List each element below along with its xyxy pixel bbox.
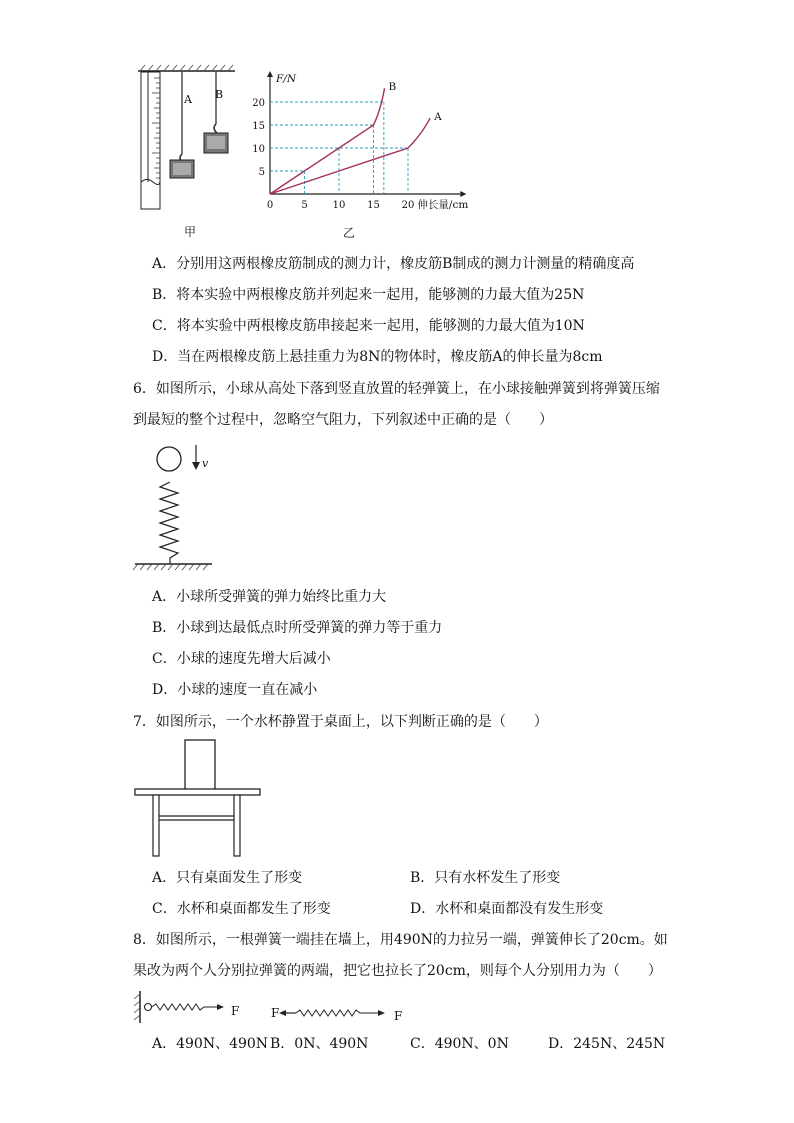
y-tick-label: 10 [252, 144, 265, 155]
q6-option-b: B．小球到达最低点时所受弹簧的弹力等于重力 [152, 620, 443, 636]
spring-icon [296, 1010, 378, 1016]
q5-jia-label-B: B [215, 88, 224, 101]
series-label-A: A [434, 111, 442, 124]
q6-stem-line1: 6．如图所示，小球从高处下落到竖直放置的轻弹簧上，在小球接触弹簧到将弹簧压缩 [133, 381, 660, 397]
q7-option-c: C．水杯和桌面都发生了形变 [152, 901, 331, 917]
velocity-arrow-icon [192, 462, 200, 470]
q5-fig-jia-caption: 甲 [184, 225, 197, 239]
q8-option-b: B．0N、490N [270, 1036, 369, 1052]
q7-option-a: A．只有桌面发生了形变 [152, 870, 303, 886]
q8-option-a: A．490N、490N [152, 1036, 269, 1052]
q6-option-c: C．小球的速度先增大后减小 [152, 651, 331, 667]
q5-option-a: A．分别用这两根橡皮筋制成的测力计，橡皮筋B制成的测力计测量的精确度高 [152, 256, 635, 272]
table-top-icon [135, 789, 260, 795]
q8-f-label-right-fig-right: F [394, 1009, 403, 1023]
y-tick-label: 15 [252, 121, 265, 132]
x-axis-label: 伸长量/cm [417, 199, 469, 211]
arrow-right-icon [378, 1010, 385, 1016]
y-axis-label: F/N [276, 73, 297, 85]
q7-stem: 7．如图所示，一个水杯静置于桌面上，以下判断正确的是（ ） [133, 714, 548, 730]
ball-icon [157, 447, 181, 471]
q5-fig-yi-caption: 乙 [343, 226, 356, 240]
q7-option-b: B．只有水杯发生了形变 [410, 870, 561, 886]
x-axis-arrow [460, 191, 466, 197]
y-axis-arrow [267, 71, 273, 77]
q8-stem-line1: 8．如图所示，一根弹簧一端挂在墙上，用490N的力拉另一端，弹簧伸长了20cm。如 [133, 932, 668, 948]
q8-f-label-right-fig-left: F [271, 1006, 280, 1020]
q6-figure [130, 440, 230, 575]
q5-option-c: C．将本实验中两根橡皮筋串接起来一起用，能够测的力最大值为10N [152, 318, 585, 334]
spring-icon [152, 1004, 219, 1010]
series-line-A [270, 118, 430, 194]
arrow-right-icon [217, 1004, 224, 1010]
x-tick-label: 5 [301, 200, 308, 211]
q8-f-label-left-fig: F [231, 1004, 240, 1018]
q8-stem-line2: 果改为两个人分别拉弹簧的两端，把它也拉长了20cm，则每个人分别用力为（ ） [133, 963, 662, 979]
q5-jia-label-A: A [184, 93, 192, 106]
series-line-B [270, 88, 385, 194]
q5-chart-yi [252, 62, 492, 222]
q5-option-b: B．将本实验中两根橡皮筋并列起来一起用，能够测的力最大值为25N [152, 287, 585, 303]
spring-icon [160, 482, 178, 564]
q6-stem-line2: 到最短的整个过程中，忽略空气阻力，下列叙述中正确的是（ ） [133, 412, 553, 428]
series-label-B: B [388, 81, 397, 94]
q6-velocity-label: v [202, 457, 209, 470]
x-tick-label: 15 [367, 200, 380, 211]
y-tick-label: 5 [258, 167, 265, 178]
x-tick-label: 0 [266, 200, 274, 211]
x-tick-label: 20 [401, 200, 415, 211]
y-tick-label: 20 [252, 98, 265, 109]
q7-figure [130, 736, 270, 860]
q5-option-d: D．当在两根橡皮筋上悬挂重力为8N的物体时，橡皮筋A的伸长量为8cm [152, 349, 603, 365]
x-tick-label: 10 [332, 200, 346, 211]
q6-option-a: A．小球所受弹簧的弹力始终比重力大 [152, 589, 387, 605]
q6-option-d: D．小球的速度一直在减小 [152, 682, 318, 698]
q8-option-d: D．245N、245N [548, 1036, 666, 1052]
cup-icon [185, 740, 215, 790]
q8-option-c: C．490N、0N [410, 1036, 509, 1052]
q7-option-d: D．水杯和桌面都没有发生形变 [410, 901, 604, 917]
arrow-left-icon [279, 1010, 286, 1016]
